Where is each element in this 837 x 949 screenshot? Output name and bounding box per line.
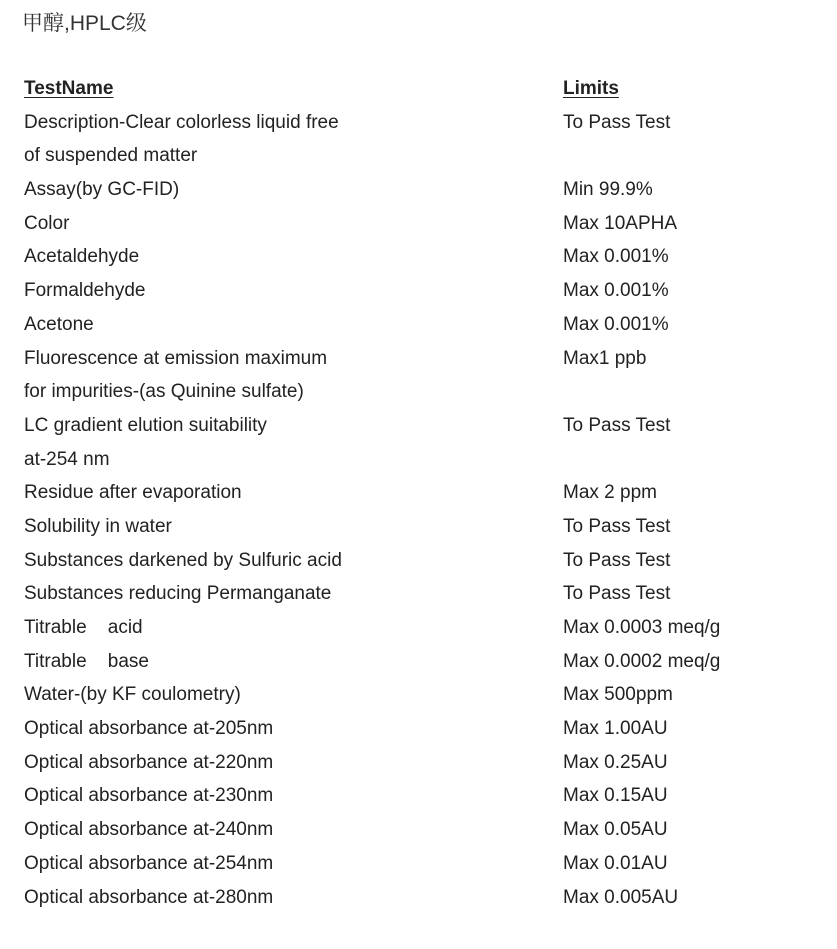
table-row <box>24 139 784 173</box>
page-title: 甲醇,HPLC级 <box>22 12 147 35</box>
test-limit: To Pass Test <box>563 515 671 537</box>
test-limit: Max 0.005AU <box>563 886 679 908</box>
table-row <box>24 678 784 712</box>
test-name: Optical absorbance at-230nm <box>24 785 274 807</box>
table-row <box>24 342 784 376</box>
test-limit: To Pass Test <box>563 583 671 605</box>
test-name: Titrable base <box>24 650 149 672</box>
test-name: Optical absorbance at-220nm <box>24 751 274 773</box>
table-row <box>24 409 784 443</box>
test-limit: Min 99.9% <box>563 179 653 201</box>
test-name: Color <box>24 212 70 234</box>
test-limit: Max 0.05AU <box>563 819 668 841</box>
test-limit: Max 0.0003 meq/g <box>563 617 721 638</box>
test-name: Water-(by KF coulometry) <box>24 684 241 706</box>
table-row <box>24 106 784 140</box>
table-row <box>24 645 784 679</box>
table-header-row <box>24 72 784 106</box>
test-name: Titrable acid <box>24 617 143 638</box>
test-name: LC gradient elution suitability <box>24 414 267 436</box>
table-row <box>24 779 784 813</box>
table-row <box>24 544 784 578</box>
test-limit: Max 0.001% <box>563 280 669 302</box>
test-limit: Max 0.001% <box>563 246 669 268</box>
table-row <box>24 173 784 207</box>
table-row <box>24 577 784 611</box>
test-name: Optical absorbance at-240nm <box>24 819 274 841</box>
test-name: Residue after evaporation <box>24 482 242 504</box>
table-row <box>24 240 784 274</box>
test-name: for impurities-(as Quinine sulfate) <box>24 381 304 403</box>
test-name: Optical absorbance at-254nm <box>24 852 274 874</box>
test-limit: Max 1.00AU <box>563 718 668 740</box>
test-limit: Max 2 ppm <box>563 482 657 504</box>
table-row <box>24 813 784 847</box>
spec-table <box>24 72 784 914</box>
test-limit: Max 500ppm <box>563 684 673 706</box>
test-limit: Max 0.01AU <box>563 852 668 874</box>
table-row <box>24 712 784 746</box>
test-name: Fluorescence at emission maximum <box>24 347 328 369</box>
test-name: Solubility in water <box>24 515 172 537</box>
test-name: of suspended matter <box>24 145 198 167</box>
test-limit: Max 10APHA <box>563 212 678 234</box>
test-name: Substances darkened by Sulfuric acid <box>24 549 342 571</box>
table-row <box>24 375 784 409</box>
test-name: Optical absorbance at-280nm <box>24 886 274 908</box>
test-name: Acetaldehyde <box>24 246 140 268</box>
test-name: Acetone <box>24 313 94 335</box>
table-row <box>24 611 784 645</box>
test-name: Description-Clear colorless liquid free <box>24 111 339 133</box>
test-limit: To Pass Test <box>563 111 671 133</box>
test-limit: Max 0.15AU <box>563 785 668 807</box>
table-row <box>24 746 784 780</box>
test-name: Optical absorbance at-205nm <box>24 718 274 740</box>
table-row <box>24 881 784 915</box>
test-limit: Max 0.0002 meq/g <box>563 650 721 672</box>
test-limit: Max 0.001% <box>563 313 669 335</box>
test-limit: To Pass Test <box>563 549 671 571</box>
test-name: Assay(by GC-FID) <box>24 179 180 201</box>
table-row <box>24 847 784 881</box>
test-name: Substances reducing Permanganate <box>24 583 332 605</box>
header-limits: Limits <box>563 78 619 99</box>
header-testname: TestName <box>24 78 114 99</box>
test-name: at-254 nm <box>24 448 110 470</box>
table-row <box>24 476 784 510</box>
table-row <box>24 443 784 477</box>
table-row <box>24 207 784 241</box>
table-row <box>24 274 784 308</box>
table-row <box>24 308 784 342</box>
test-limit: Max 0.25AU <box>563 751 668 773</box>
test-limit: Max1 ppb <box>563 347 647 369</box>
test-limit: To Pass Test <box>563 414 671 436</box>
table-row <box>24 510 784 544</box>
test-name: Formaldehyde <box>24 280 146 302</box>
